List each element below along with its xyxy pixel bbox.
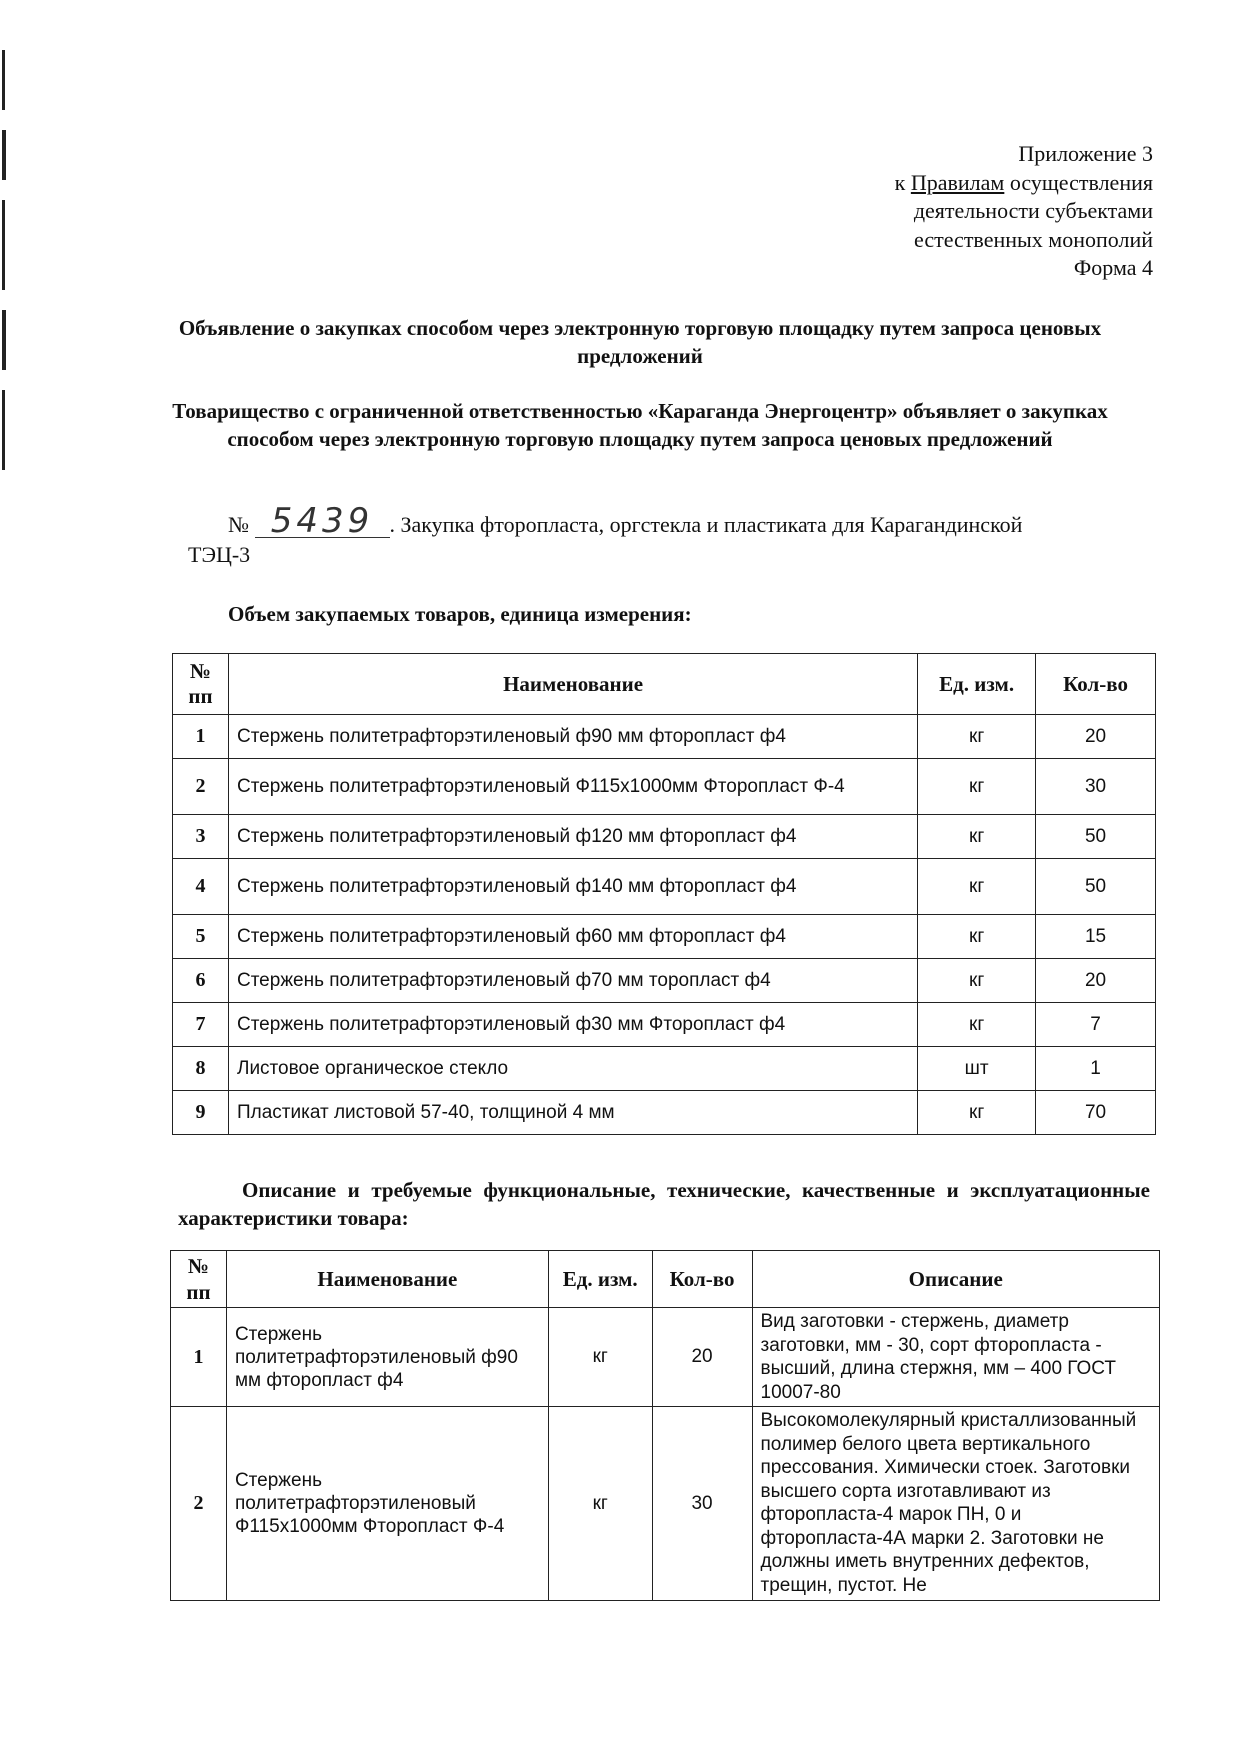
table-row [171, 1407, 1160, 1601]
procurement-description-cont: ТЭЦ-3 [188, 542, 251, 567]
scan-edge-artifact [0, 40, 10, 480]
appendix-number: Приложение 3 [1018, 141, 1153, 166]
row-unit: кг [918, 715, 1036, 759]
appendix-header [895, 140, 1153, 283]
row-name: Стержень политетрафторэтиленовый Ф115х1000мм Фторопласт Ф-4 [226, 1407, 548, 1601]
row-description: Высокомолекулярный кристаллизованный полимер белого цвета вертикального прессования. Химически стоек. Заготовки высшего сорта изготавливают из фторопласта-4 марок ПН, 0 и фторопласта-4А марки 2. Заготовки не должны иметь внутренних дефектов, трещин, пустот. Не [752, 1407, 1160, 1601]
company-statement: Товарищество с ограниченной ответственностью «Караганда Энергоцентр» объявляет о закупках способом через электронную торговую площадку путем запроса ценовых предложений [172, 399, 1108, 451]
table-row [173, 715, 1156, 759]
volume-table [172, 653, 1156, 1135]
row-name: Стержень политетрафторэтиленовый ф90 мм фторопласт ф4 [226, 1308, 548, 1407]
row-unit: кг [918, 815, 1036, 859]
row-name: Стержень политетрафторэтиленовый ф70 мм торопласт ф4 [228, 959, 917, 1003]
header-name: Наименование [228, 654, 917, 715]
appendix-rules-line [895, 169, 1153, 198]
header-name: Наименование [226, 1251, 548, 1308]
row-unit: кг [918, 1091, 1036, 1135]
header-qty: Кол-во [1036, 654, 1156, 715]
row-no: 5 [173, 915, 229, 959]
table-row [173, 1091, 1156, 1135]
row-name: Стержень политетрафторэтиленовый ф120 мм фторопласт ф4 [228, 815, 917, 859]
description-heading: Описание и требуемые функциональные, технические, качественные и эксплуатационные характеристики товара: [178, 1178, 1150, 1230]
appendix-prefix: к [894, 169, 911, 195]
row-name: Стержень политетрафторэтиленовый ф30 мм Фторопласт ф4 [228, 1003, 917, 1047]
header-unit: Ед. изм. [548, 1251, 652, 1308]
row-no: 8 [173, 1047, 229, 1091]
table-row [173, 1047, 1156, 1091]
table-row [173, 759, 1156, 815]
row-name: Листовое органическое стекло [228, 1047, 917, 1091]
row-qty: 30 [1036, 759, 1156, 815]
row-no: 1 [173, 715, 229, 759]
row-name: Стержень политетрафторэтиленовый Ф115х1000мм Фторопласт Ф-4 [228, 759, 917, 815]
description-table-header [171, 1251, 1160, 1308]
table-row [173, 859, 1156, 915]
rules-link[interactable]: Правилам [910, 169, 1005, 195]
row-no: 2 [173, 759, 229, 815]
table-row [173, 915, 1156, 959]
announcement-title: Объявление о закупках способом через электронную торговую площадку путем запроса ценовых предложений [178, 316, 1102, 368]
header-no: № пп [173, 654, 229, 715]
volume-heading: Объем закупаемых товаров, единица измерения: [228, 602, 692, 626]
row-qty: 20 [1036, 715, 1156, 759]
row-unit: кг [548, 1407, 652, 1601]
handwritten-number: 5439 [255, 505, 390, 538]
row-no: 3 [173, 815, 229, 859]
row-qty: 20 [652, 1308, 752, 1407]
row-qty: 7 [1036, 1003, 1156, 1047]
description-table [170, 1250, 1160, 1601]
appendix-suffix: осуществления [1004, 169, 1153, 195]
table-row [171, 1308, 1160, 1407]
row-unit: кг [918, 859, 1036, 915]
row-no: 1 [171, 1308, 227, 1407]
row-qty: 50 [1036, 859, 1156, 915]
header-no: № пп [171, 1251, 227, 1308]
row-no: 7 [173, 1003, 229, 1047]
row-qty: 50 [1036, 815, 1156, 859]
appendix-line3: деятельности субъектами [913, 198, 1153, 223]
row-unit: кг [548, 1308, 652, 1407]
header-desc: Описание [752, 1251, 1160, 1308]
table-row [173, 1003, 1156, 1047]
row-name: Стержень политетрафторэтиленовый ф140 мм фторопласт ф4 [228, 859, 917, 915]
row-no: 4 [173, 859, 229, 915]
row-no: 6 [173, 959, 229, 1003]
row-unit: кг [918, 1003, 1036, 1047]
header-unit: Ед. изм. [918, 654, 1036, 715]
row-name: Стержень политетрафторэтиленовый ф60 мм фторопласт ф4 [228, 915, 917, 959]
row-unit: кг [918, 915, 1036, 959]
row-unit: кг [918, 759, 1036, 815]
table-row [173, 815, 1156, 859]
appendix-line4: естественных монополий [914, 226, 1153, 252]
row-no: 9 [173, 1091, 229, 1135]
row-qty: 20 [1036, 959, 1156, 1003]
row-qty: 1 [1036, 1047, 1156, 1091]
row-qty: 15 [1036, 915, 1156, 959]
volume-table-header [173, 654, 1156, 715]
form-number: Форма 4 [1073, 255, 1153, 280]
row-name: Стержень политетрафторэтиленовый ф90 мм фторопласт ф4 [228, 715, 917, 759]
row-qty: 70 [1036, 1091, 1156, 1135]
row-unit: шт [918, 1047, 1036, 1091]
procurement-line [188, 501, 1160, 570]
procurement-description: . Закупка фторопласта, оргстекла и пластиката для Карагандинской [389, 512, 1023, 537]
header-qty: Кол-во [652, 1251, 752, 1308]
row-qty: 30 [652, 1407, 752, 1601]
row-unit: кг [918, 959, 1036, 1003]
table-row [173, 959, 1156, 1003]
row-no: 2 [171, 1407, 227, 1601]
row-description: Вид заготовки - стержень, диаметр заготовки, мм - 30, сорт фторопласта - высший, длина стержня, мм – 400 ГОСТ 10007-80 [752, 1308, 1160, 1407]
number-label: № [228, 512, 249, 537]
row-name: Пластикат листовой 57-40, толщиной 4 мм [228, 1091, 917, 1135]
